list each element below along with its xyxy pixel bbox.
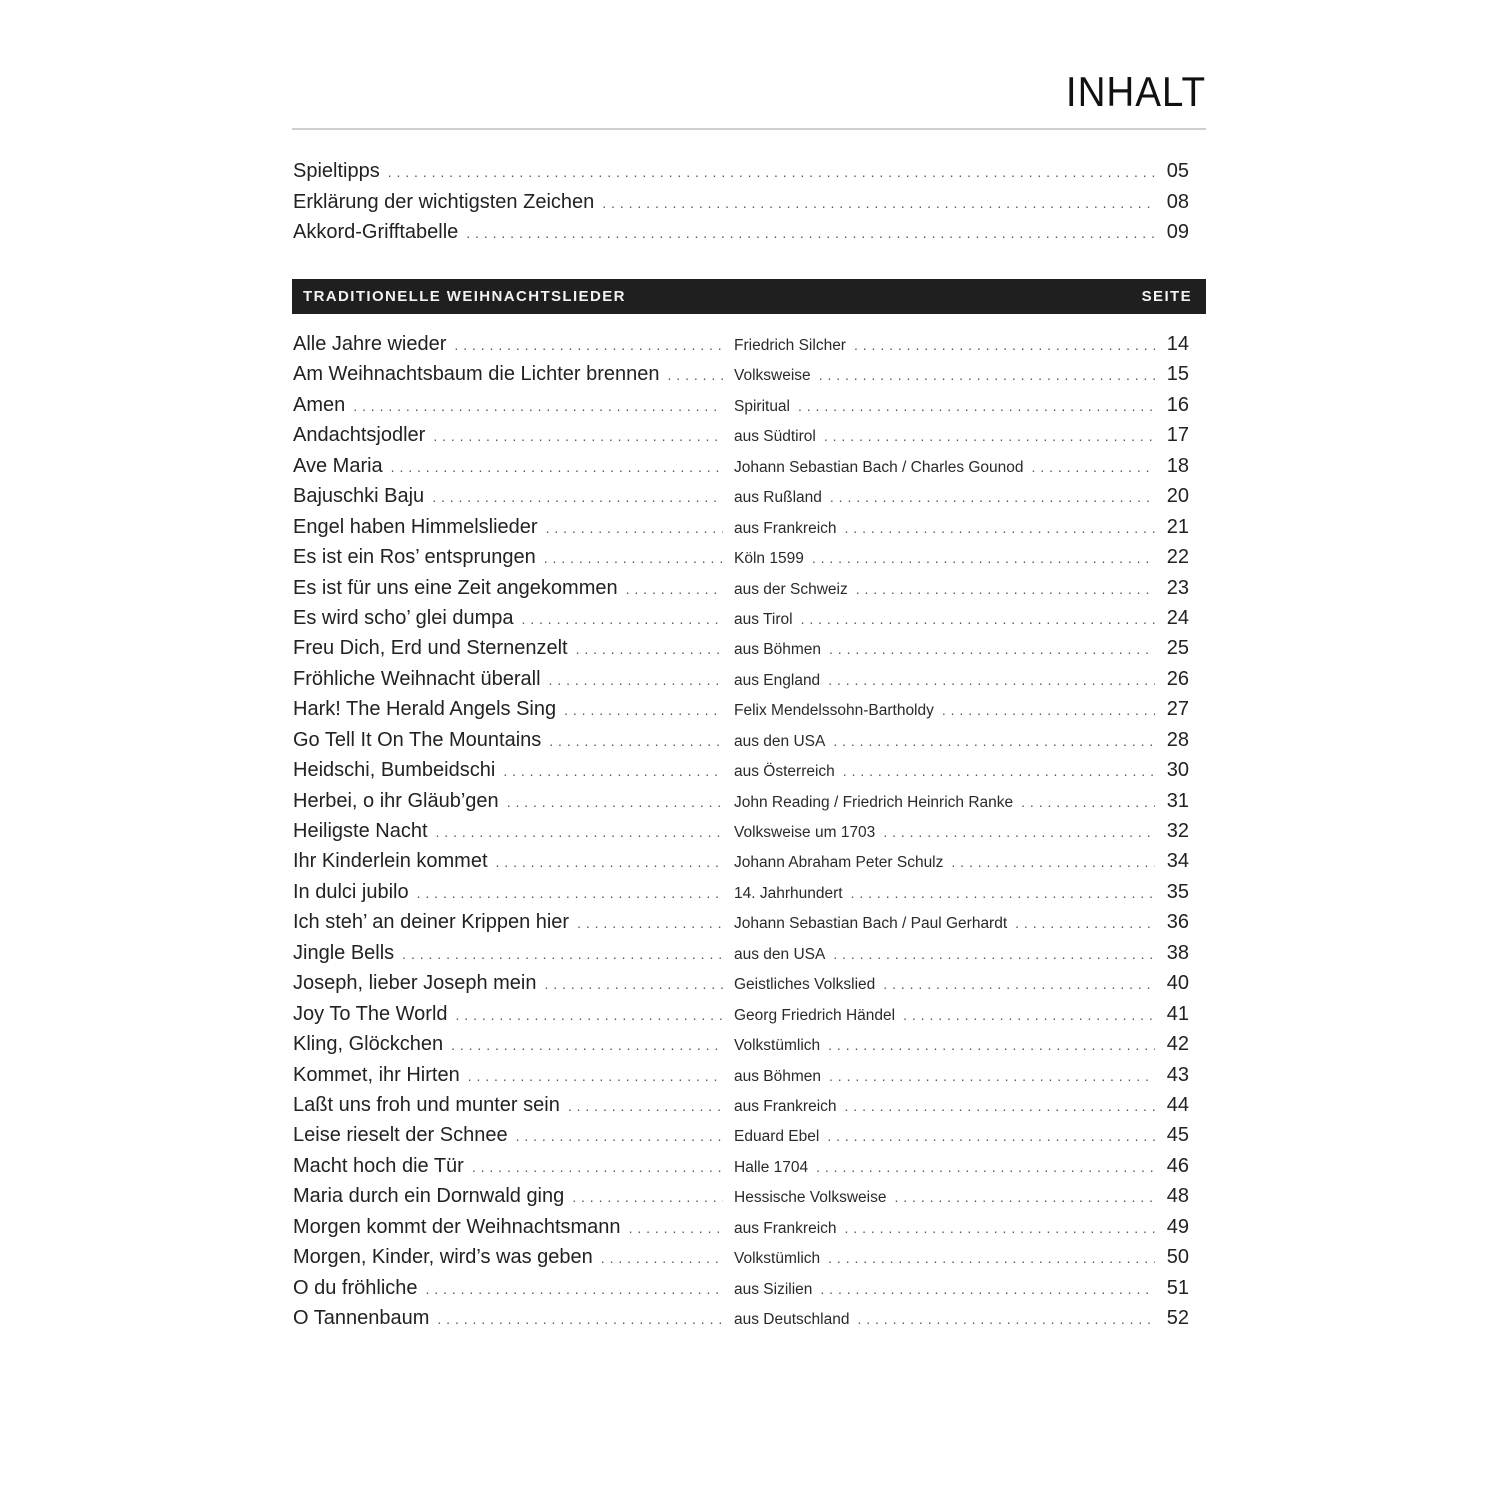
song-source: aus Südtirol [734,428,816,446]
song-title: Andachtsjodler [293,424,426,447]
song-row [293,881,1189,911]
dot-leader [468,1068,723,1084]
toc-entry-title: Erklärung der wichtigsten Zeichen [293,190,595,213]
song-source: aus Sizilien [734,1280,813,1298]
song-page: 35 [1166,880,1189,903]
section-title: TRADITIONELLE WEIHNACHTSLIEDER [303,288,626,305]
song-title: Heiligste Nacht [293,820,428,842]
dot-leader [426,1281,723,1297]
dot-leader [951,854,1155,870]
dot-leader [812,550,1155,566]
song-row [293,1033,1189,1063]
section-page-label: SEITE [1141,288,1192,305]
dot-leader [451,1037,723,1053]
song-title: Es wird scho’ glei dumpa [293,606,514,629]
song-page: 20 [1166,485,1189,508]
dot-leader [437,1311,723,1327]
dot-leader [820,1281,1155,1297]
song-title: Macht hoch die Tür [293,1154,464,1177]
song-row [293,790,1189,820]
dot-leader [544,976,723,992]
song-row [293,698,1189,728]
song-source: Johann Abraham Peter Schulz [734,854,944,872]
song-list [293,333,1189,1337]
song-title: Herbei, o ihr Gläub’gen [293,789,499,812]
song-title: Kommet, ihr Hirten [293,1063,460,1086]
song-page: 28 [1166,728,1189,751]
song-title: Freu Dich, Erd und Sternenzelt [293,637,568,660]
song-row [293,516,1189,546]
song-title: Jingle Bells [293,941,395,964]
dot-leader [549,672,723,688]
dot-leader [544,550,723,566]
dot-leader [668,367,723,383]
dot-leader [1015,915,1155,931]
song-page: 22 [1166,546,1189,569]
song-source: aus Frankreich [734,1097,837,1115]
dot-leader [507,794,723,810]
song-page: 32 [1166,820,1189,842]
dot-leader [546,520,723,536]
song-title: Kling, Glöckchen [293,1033,444,1056]
song-row [293,546,1189,576]
song-source: Hessische Volksweise [734,1189,887,1207]
song-page: 50 [1166,1246,1189,1269]
song-source: aus Österreich [734,763,835,781]
dot-leader [629,1220,723,1236]
song-source: aus den USA [734,732,826,750]
song-row [293,1003,1189,1033]
dot-leader [503,763,723,779]
dot-leader [828,1250,1155,1266]
dot-leader [883,824,1155,840]
song-row [293,911,1189,941]
dot-leader [903,1007,1155,1023]
song-page: 40 [1166,972,1189,995]
dot-leader [454,337,723,353]
dot-leader [798,398,1155,414]
song-page: 27 [1166,698,1189,721]
song-page: 38 [1166,941,1189,964]
dot-leader [829,641,1155,657]
dot-leader [549,733,723,749]
song-page: 44 [1166,1093,1189,1116]
song-source: aus Frankreich [734,1219,837,1237]
song-row [293,1246,1189,1276]
song-row [293,1277,1189,1307]
song-title: Morgen, Kinder, wird’s was geben [293,1246,593,1269]
dot-leader [353,398,723,414]
song-title: Alle Jahre wieder [293,333,447,355]
song-page: 17 [1166,424,1189,447]
song-title: Joy To The World [293,1002,448,1025]
song-page: 51 [1166,1276,1189,1299]
song-page: 52 [1166,1307,1189,1329]
song-source: Georg Friedrich Händel [734,1006,896,1024]
song-title: O du fröhliche [293,1276,418,1299]
dot-leader [843,763,1155,779]
dot-leader [391,459,723,475]
dot-leader [894,1189,1155,1205]
song-source: Spiritual [734,397,790,415]
song-row [293,972,1189,1002]
song-page: 46 [1166,1154,1189,1177]
song-page: 26 [1166,667,1189,690]
song-source: aus Tirol [734,610,793,628]
dot-leader [496,854,723,870]
song-page: 48 [1166,1185,1189,1208]
song-page: 21 [1166,515,1189,538]
dot-leader [601,1250,723,1266]
song-row [293,820,1189,850]
song-page: 23 [1166,576,1189,599]
dot-leader [432,489,723,505]
song-title: O Tannenbaum [293,1307,430,1329]
song-source: Felix Mendelssohn-Bartholdy [734,702,934,720]
song-row [293,1155,1189,1185]
song-page: 43 [1166,1063,1189,1086]
song-title: Amen [293,393,346,416]
song-source: Köln 1599 [734,550,804,568]
song-page: 45 [1166,1124,1189,1147]
song-title: Go Tell It On The Mountains [293,728,542,751]
song-title: Heidschi, Bumbeidschi [293,759,496,782]
dot-leader [436,824,723,840]
song-source: Johann Sebastian Bach / Charles Gounod [734,458,1024,476]
dot-leader [516,1128,723,1144]
song-page: 30 [1166,759,1189,782]
dot-leader [856,581,1155,597]
song-row [293,1216,1189,1246]
song-title: Maria durch ein Dornwald ging [293,1185,565,1208]
song-title: In dulci jubilo [293,880,409,903]
song-row [293,850,1189,880]
song-page: 41 [1166,1002,1189,1025]
song-row [293,577,1189,607]
song-page: 34 [1166,850,1189,873]
toc-entry-title: Akkord-Grifftabelle [293,221,459,243]
song-source: aus Böhmen [734,1067,822,1085]
dot-leader [816,1159,1155,1175]
toc-entry-page: 09 [1166,221,1189,243]
song-row [293,1124,1189,1154]
song-title: Ich steh’ an deiner Krippen hier [293,911,570,934]
song-row [293,485,1189,515]
dot-leader [851,885,1155,901]
dot-leader [828,672,1155,688]
dot-leader [577,915,723,931]
dot-leader [433,428,723,444]
dot-leader [833,733,1155,749]
toc-entry [293,191,1189,222]
song-source: aus Deutschland [734,1311,850,1328]
song-title: Fröhliche Weihnacht überall [293,667,541,690]
song-page: 16 [1166,393,1189,416]
song-row [293,607,1189,637]
dot-leader [568,1098,723,1114]
song-row [293,668,1189,698]
song-source: aus Böhmen [734,641,822,659]
song-source: aus der Schweiz [734,580,848,598]
song-source: Johann Sebastian Bach / Paul Gerhardt [734,915,1008,933]
song-source: aus England [734,671,821,689]
song-title: Es ist für uns eine Zeit angekommen [293,576,618,599]
song-row [293,333,1189,363]
title-divider [292,128,1206,130]
song-source: Halle 1704 [734,1158,809,1176]
song-page: 25 [1166,637,1189,660]
dot-leader [827,1128,1155,1144]
song-title: Morgen kommt der Weihnachtsmann [293,1215,621,1238]
song-row [293,455,1189,485]
dot-leader [521,611,723,627]
section-header [292,279,1206,314]
song-page: 31 [1166,789,1189,812]
dot-leader [626,581,723,597]
dot-leader [602,195,1155,211]
dot-leader [576,641,723,657]
song-page: 15 [1166,363,1189,386]
dot-leader [845,520,1155,536]
dot-leader [883,976,1155,992]
song-page: 42 [1166,1033,1189,1056]
song-source: Eduard Ebel [734,1128,820,1146]
song-title: Ave Maria [293,454,383,477]
song-row [293,1064,1189,1094]
song-title: Leise rieselt der Schnee [293,1124,508,1147]
song-title: Hark! The Herald Angels Sing [293,698,557,721]
dot-leader [854,337,1155,353]
song-source: Volksweise [734,367,811,385]
song-title: Es ist ein Ros’ entsprungen [293,546,536,569]
page-title: INHALT [1065,68,1206,115]
intro-list [293,160,1189,252]
song-source: Volkstümlich [734,1037,821,1055]
song-title: Bajuschki Baju [293,485,425,508]
toc-entry-page: 05 [1166,160,1189,182]
song-source: aus Frankreich [734,519,837,537]
dot-leader [830,489,1155,505]
song-source: Friedrich Silcher [734,337,846,354]
dot-leader [942,702,1155,718]
song-row [293,1185,1189,1215]
toc-entry-title: Spieltipps [293,160,380,182]
dot-leader [833,946,1155,962]
dot-leader [845,1220,1155,1236]
dot-leader [845,1098,1155,1114]
dot-leader [466,225,1155,241]
song-row [293,1307,1189,1337]
dot-leader [801,611,1155,627]
song-title: Engel haben Himmelslieder [293,515,538,538]
song-source: Volkstümlich [734,1250,821,1268]
dot-leader [388,164,1155,180]
dot-leader [829,1068,1155,1084]
dot-leader [824,428,1155,444]
song-page: 36 [1166,911,1189,934]
song-source: aus den USA [734,945,826,963]
song-row [293,424,1189,454]
song-row [293,363,1189,393]
dot-leader [857,1311,1155,1327]
song-source: aus Rußland [734,489,822,507]
song-source: Geistliches Volkslied [734,976,876,994]
song-row [293,1094,1189,1124]
toc-entry [293,160,1189,191]
song-title: Ihr Kinderlein kommet [293,850,488,873]
dot-leader [819,367,1155,383]
song-row [293,637,1189,667]
song-title: Laßt uns froh und munter sein [293,1093,560,1116]
song-source: John Reading / Friedrich Heinrich Ranke [734,793,1014,811]
dot-leader [456,1007,723,1023]
dot-leader [564,702,723,718]
toc-entry-page: 08 [1166,190,1189,213]
song-page: 14 [1166,333,1189,355]
song-row [293,394,1189,424]
song-page: 18 [1166,454,1189,477]
dot-leader [1021,794,1155,810]
song-row [293,942,1189,972]
song-title: Am Weihnachtsbaum die Lichter brennen [293,363,660,386]
song-title: Joseph, lieber Joseph mein [293,972,537,995]
song-row [293,759,1189,789]
dot-leader [417,885,723,901]
toc-entry [293,221,1189,252]
song-source: 14. Jahrhundert [734,884,843,902]
song-row [293,729,1189,759]
dot-leader [402,946,723,962]
dot-leader [1032,459,1155,475]
song-page: 49 [1166,1215,1189,1238]
dot-leader [828,1037,1155,1053]
song-source: Volksweise um 1703 [734,824,876,841]
dot-leader [572,1189,723,1205]
song-page: 24 [1166,606,1189,629]
dot-leader [472,1159,723,1175]
